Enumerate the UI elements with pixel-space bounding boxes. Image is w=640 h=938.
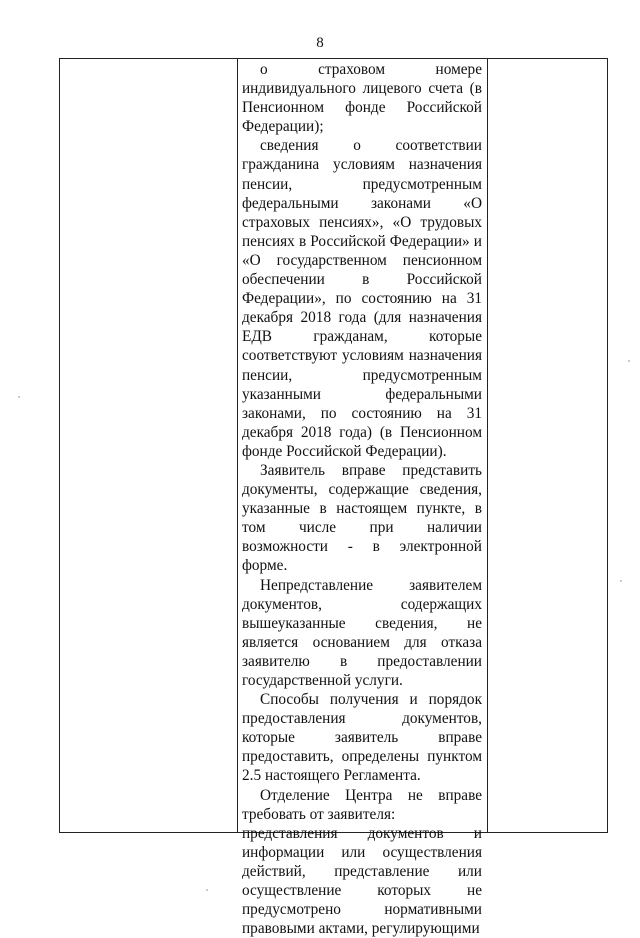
paragraph-center-restrictions: Отделение Центра не вправе требовать от заявителя: — [242, 786, 482, 823]
table-cell-middle — [242, 60, 482, 938]
scan-speck — [18, 396, 20, 398]
scan-speck — [620, 580, 622, 582]
document-table — [59, 58, 608, 938]
scan-speck — [628, 360, 630, 362]
paragraph-requirements: представления документов и информации или осуществления действий, представление или осуществление которых не предусмотрено нормативными правовыми актами, регулирующими — [242, 824, 482, 938]
paragraph-applicant-right: Заявитель вправе представить документы, содержащие сведения, указанные в настоящем пункте, в том числе при наличии возможности - в электронной форме. — [242, 461, 482, 575]
page-number: 8 — [316, 35, 324, 51]
column-divider-right — [487, 59, 488, 832]
paragraph-pension-conditions: сведения о соответствии гражданина условиям назначения пенсии, предусмотренным федеральными законами «О страховых пенсиях», «О трудовых пенсиях в Российской Федерации» и «О государственном пенсионном обеспечении в Российской Федерации», по состоянию на 31 декабря 2018 года (для назначения ЕДВ гражданам, которые соответствуют условиям назначения пенсии, предусмотренным указанными федеральными законами, по состоянию на 31 декабря 2018 года) (в Пенсионном фонде Российской Федерации). — [242, 137, 482, 460]
column-divider-left — [237, 59, 238, 832]
scan-speck — [206, 889, 208, 891]
paragraph-non-submission: Непредставление заявителем документов, содержащих вышеуказанные сведения, не является основанием для отказа заявителю в предоставлении государственной услуги. — [242, 576, 482, 689]
paragraph-snils: о страховом номере индивидуального лицевого счета (в Пенсионном фонде Российской Федерации); — [242, 61, 482, 136]
paragraph-submission-methods: Способы получения и порядок предоставления документов, которые заявитель вправе предоставить, определены пунктом 2.5 настоящего Регламента. — [242, 691, 482, 785]
